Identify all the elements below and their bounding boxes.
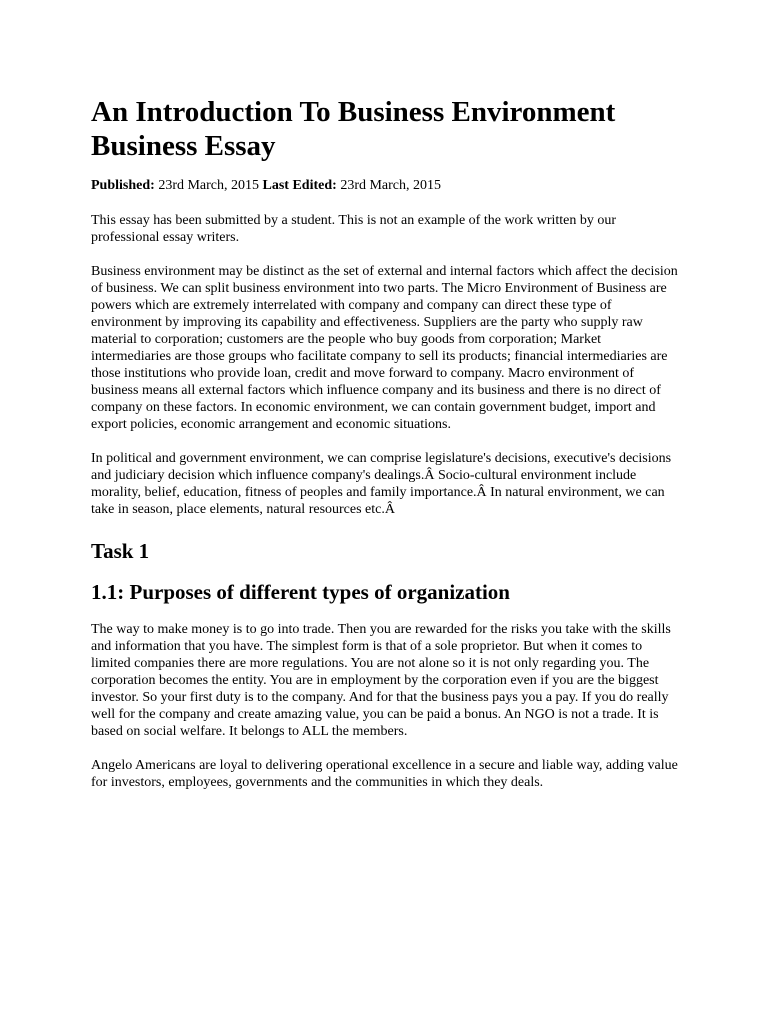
section-heading: 1.1: Purposes of different types of organization (91, 580, 510, 604)
last-edited-date: 23rd March, 2015 (340, 178, 442, 193)
last-edited-label: Last Edited: (262, 178, 337, 193)
body-paragraph: The way to make money is to go into trade. Then you are rewarded for the risks you take with the skills and information that you have. The simplest form is that of a sole proprietor. But when it comes to limited companies there are more regulations. You are not alone so it is not only regarding you. The corporation becomes the entity. You are in employment by the corporation even if you are the biggest investor. So your first duty is to the company. And for that the business pays you a pay. If you do really well for the company and create amazing value, you can be paid a bonus. An NGO is not a trade. It is based on social welfare. It belongs to ALL the members. (91, 622, 671, 739)
disclaimer-paragraph: This essay has been submitted by a student. This is not an example of the work written by our professional essay writers. (91, 213, 617, 245)
body-paragraph: In political and government environment, we can comprise legislature's decisions, executive's decisions and judiciary decision which influence company's dealings.Â Socio-cultural environment include morality, belief, education, fitness of peoples and family importance.Â In natural environment, we can take in season, place elements, natural resources etc.Â (91, 451, 672, 517)
page-title: An Introduction To Business Environment Business Essay (91, 96, 616, 162)
body-paragraph: Business environment may be distinct as the set of external and internal factors which affect the decision of business. We can split business environment into two parts. The Micro Environment of Business are powers which are extremely interrelated with company and company can direct these type of environment by improving its capability and effectiveness. Suppliers are the party who supply raw material to corporation; customers are the people who buy goods from corporation; Market intermediaries are those groups who facilitate company to sell its products; financial intermediaries are those institutions who provide loan, credit and move forward to company. Macro environment of business means all external factors which influence company and its business and there is no direct of company on these factors. In economic environment, we can contain government budget, import and export policies, economic arrangement and economic situations. (91, 264, 678, 432)
published-label: Published: (91, 178, 155, 193)
body-paragraph: Angelo Americans are loyal to delivering operational excellence in a secure and liable way, adding value for investors, employees, governments and the communities in which they deals. (91, 758, 678, 790)
published-date: 23rd March, 2015 (158, 178, 260, 193)
task-heading: Task 1 (91, 539, 150, 563)
article (91, 95, 681, 808)
article-meta (91, 177, 681, 194)
